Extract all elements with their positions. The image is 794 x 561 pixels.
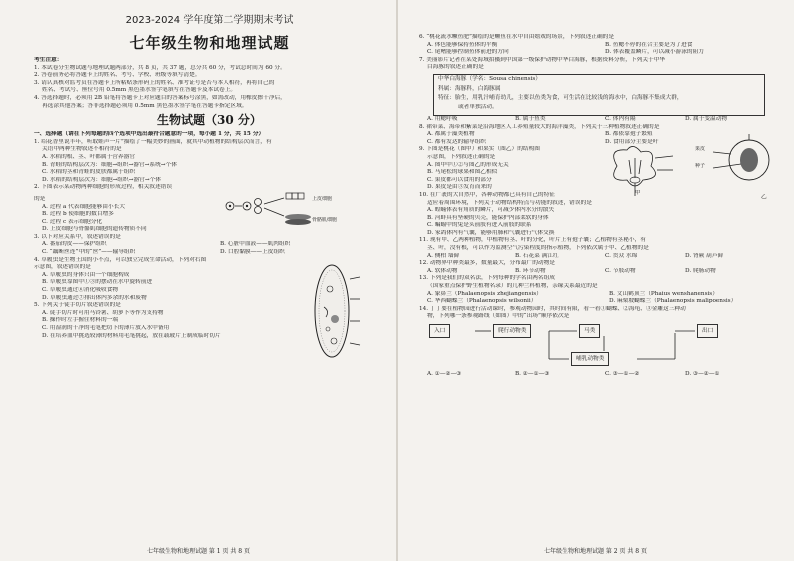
question-13 (419, 275, 784, 305)
question-11 (419, 237, 784, 260)
option-d: D. 果皮是由③发育而来的 (427, 184, 492, 191)
page-footer-left: 七年级生物和地理试题 第 1 页 共 8 页 (146, 548, 251, 555)
dolphin-info-box (433, 74, 765, 116)
options-row (419, 291, 784, 299)
note-line: 姓名、考试号、座位号用 0.5mm 黑色墨水签字笔填写在答题卡及本试卷上。 (42, 87, 237, 94)
note-line: 3. 请认真核对监考员在答题卡上所粘贴条形码上的姓名、准考证号是否与本人相符，再将自己的 (34, 79, 275, 86)
question-14 (419, 306, 784, 379)
option-b: B. 文山鹤顶兰（Phaius wenshanensis） (609, 290, 718, 297)
note-line: 2. 答卷前务必将答题卡上的姓名、考号、学校、班级等填写清楚。 (34, 72, 201, 79)
question-stem: 1. 绍花香里说丰年，听取蛙声一片”描绘了一幅美妙的画面，就其中动植物的结构层次而言，有 (34, 138, 272, 145)
question-stem: 6. “桃花流水鳜鱼肥”描绘的是鳜鱼在水中自由嬉戏的场景，下列叙述正确的是 (419, 34, 615, 40)
option-a: A. 象鼻兰（Phalaenopsis zhejiangensis） (427, 290, 542, 297)
option-b: B. 草履虫靠图中①③的摆动在水中旋转前进 (42, 279, 153, 286)
info-line: 中华白海豚（学名：Sousa chinensis） (438, 75, 541, 82)
question-stem: 5. 下列关于徒手切片叙述错误的是 (34, 302, 121, 309)
page-footer-right: 七年级生物和地理试题 第 2 页 共 8 页 (543, 548, 648, 555)
option-d: D. 草履虫通过⑦排出体内多余的水和废物 (42, 294, 147, 301)
route-mammals: 哺乳动物类 (571, 352, 609, 366)
note-line: 1. 本试卷分生物试题与地理试题两部分，共 8 页，共 37 题，总分共 60 分，考试总时间为 60 分。 (34, 64, 286, 71)
epithelial-cell-label: 上皮细胞 (312, 196, 333, 203)
option-b: B. 马尾松的球果和图乙相似 (427, 169, 498, 176)
zoo-route-diagram (419, 321, 784, 371)
info-line: 科属：海豚科，白海豚属 (438, 85, 501, 92)
question-stem: 7. 美丽影片记者在某处海域拍摄到中国第一级保护动物中华白海豚，根据资料分析，下列关于中华 (419, 56, 666, 63)
exam-header: 2023-2024 学年度第二学期期末考试 (125, 15, 294, 26)
question-stem: 示意图，叙述错误的是 (34, 264, 91, 271)
question-1 (34, 139, 385, 185)
question-7 (419, 57, 784, 124)
question-stem: 12. 动物界中种类最多，数量最大，分布最广的动物是 (419, 260, 555, 267)
option-a: A. 用鳃呼吸 (427, 115, 458, 122)
option-a: A. 软体动物 (427, 267, 458, 274)
option-a: A. 过程 a 代表细胞能够由小长大 (42, 203, 125, 210)
option-b: B. 环节动物 (515, 267, 546, 274)
option-c: C. 水稻的茎和青蛙的皮肤都属于组织 (42, 169, 136, 176)
option-c: C. 果皮都可以食用的部分 (427, 176, 492, 183)
option-c: C. “藕断丝连”中的“丝”——输导组织 (42, 249, 136, 256)
option-d: D. 属于变温动物 (685, 115, 728, 122)
options-row (419, 371, 784, 379)
peach-flower-diagram (597, 138, 687, 200)
part-one-heading: 一、选择题（请在下列每题的四个选项中选出最符合题意的一项，每小题 1 分，共 15 分） (34, 131, 265, 138)
route-entrance: 入口 (429, 324, 450, 338)
option-c: C. ③—①—② (605, 371, 640, 377)
option-d: D. ③—②—① (685, 371, 720, 377)
option-c: C. 体内有隔 (605, 115, 636, 122)
info-line: 或者单独活动。 (458, 103, 498, 110)
option-b: B. 石花菜 满江红 (515, 252, 559, 259)
option-b: B. 心脏中血液——肌肉组织 (220, 241, 291, 248)
section-title: 生物试题（30 分） (157, 113, 262, 128)
option-a: A. 草履虫的身体只由一个细胞构成 (42, 271, 130, 278)
option-d: D. 食用部分主要是叶 (605, 138, 659, 145)
question-stem: 14. 丁丁要在植物园进行活动课时，参观动物园时，其时间有限，看一看①蝴蝶、②海龟、③金雕这三种动 (419, 305, 686, 312)
question-3 (34, 234, 385, 257)
notes-title: 考生注意： (34, 57, 63, 63)
question-stem: 示意图，下列叙述正确的是 (427, 153, 496, 160)
option-b: B. 青蛙的结构层次为：细胞→组织→器官→系统→个体 (42, 161, 177, 168)
option-a: A. 番茄的皮——保护组织 (42, 241, 107, 248)
option-c: C. 都有发达的输导组织 (427, 138, 486, 145)
question-stem: 11. 现有甲、乙两种植物，甲植物有茎、叶的分化，叶片上有孢子囊；乙植物有茎秘小，有 (419, 237, 646, 244)
route-reptiles: 爬行动物类 (493, 324, 531, 338)
label-pericarp: 果皮 (695, 146, 706, 153)
option-c: C. 华西蝴蝶兰（Phalaenopsis wilsonii） (427, 298, 537, 305)
question-stem: 2. 下图表示某动物两种细胞的形成过程，相关叙述错误 (34, 184, 173, 191)
note-line: 4. 答选择题时，必须用 2B 铅笔将答题卡上对应题目的答案标号涂黑，如需改动，用橡皮擦干净后， (34, 94, 286, 101)
options-row (419, 49, 784, 57)
notes-block (34, 65, 385, 111)
options-row (34, 249, 385, 257)
option-c: C. 草履虫通过⑥消化吸收食物 (42, 287, 119, 294)
option-d: D. 在培养皿中挑选较薄的材料用毛笔挑起，放在载玻片上制成临时切片 (42, 332, 221, 339)
label-yi: 乙 (761, 194, 767, 201)
right-page (397, 0, 794, 561)
label-seed: 种子 (695, 163, 706, 170)
option-a: A. ①—②—③ (427, 371, 462, 377)
option-d: D. 水稻的结构层次为：细胞→组织→器官→个体 (42, 176, 161, 183)
option-b: B. 过程 b 使细胞的数目增多 (42, 211, 114, 218)
question-stem: 9. 下图是桃花（图甲）和果实（图乙）的结构图 (419, 146, 540, 153)
option-a: A. 侧柏 墙藓 (427, 252, 460, 259)
option-a: A. 水稻的根、茎、叶都属于营养器官 (42, 153, 136, 160)
note-line: 再选涂其他答案；答非选择题必须用 0.5mm 黑色墨水签字笔在答题卡指定区域。 (42, 102, 248, 109)
question-stem: 白海豚的叙述正确的是 (427, 64, 484, 71)
route-horses: 马类 (579, 324, 600, 338)
question-2 (34, 184, 385, 234)
question-stem: 茎、叶，没有根，可以作为监测空气污染程度的指示植物，下列依次属于甲、乙植物的是 (427, 245, 649, 252)
option-d: D. 麻栗坡蝴蝶兰（Phalaenopsis malipoensis） (609, 298, 737, 305)
option-c: C. 贯众 水绵 (605, 252, 638, 259)
peach-fruit-diagram (709, 134, 781, 198)
question-stem: 的是 (34, 195, 46, 202)
option-c: C. 过程 c 表示细胞分化 (42, 218, 103, 225)
option-d: D. 口腔黏膜——上皮组织 (220, 249, 285, 256)
options-row (419, 42, 784, 50)
option-a: A. 体色能够保持鱼体的平衡 (427, 41, 498, 48)
options-row (419, 298, 784, 306)
question-stem: 3. 以下对应关系中，叙述错误的是 (34, 233, 121, 240)
option-a: A. 蝗蝻体表有角质的鳞片，可减少体内水分的散失 (427, 207, 555, 214)
option-a: A. 徒手切片时可用马铃薯、胡萝卜等作为支持物 (42, 309, 164, 316)
question-stem: 物，下列哪一条参观路线（如图）中的“出场”顺序依次是 (427, 313, 570, 320)
question-stem: 关语中两种生物叙述不相符的是 (42, 146, 122, 153)
question-stem: 10. 在广袤的大自然中，各种动物都已具有自己的特征 (419, 191, 555, 198)
route-exit: 出口 (697, 324, 718, 338)
question-4 (34, 257, 385, 303)
info-line: 特征：胎生，用乳汁哺育幼儿，主要以鱼类为食，可生活在比较浅的海水中，白海豚不集成大群， (438, 95, 683, 102)
option-b: B. 鱼鳃不停的在合主要是为了进食 (605, 41, 693, 48)
options-row (419, 253, 784, 261)
options-row (34, 241, 385, 249)
question-6 (419, 34, 784, 57)
option-d: D. 家鸽体内有气囊，能够用肺和气囊进行气体交换 (427, 229, 555, 236)
question-stem: 13. 下列是我们的双名法，下列每种的学名由两名组成 (419, 275, 555, 282)
options-row (419, 116, 784, 124)
option-a: A. 图甲中①②与图乙的形成无关 (427, 161, 509, 168)
option-c: C. 用湿润的干净的毛笔把切下的薄片放入水中备用 (42, 325, 170, 331)
option-c: C. 节肢动物 (605, 267, 636, 274)
exam-title: 七年级生物和地理试题 (129, 34, 290, 52)
option-b: B. 都依靠孢子繁殖 (605, 131, 653, 138)
cell-division-diagram (222, 190, 372, 232)
option-d: D. 爬肠动物 (685, 267, 716, 274)
paramecium-diagram (304, 259, 364, 365)
option-b: B. 操作时左手握住材料的一端 (42, 317, 119, 324)
question-stem: 8. 裙带菜、海带和紫菜是沿海地区人工养殖量较大的海洋藻类，下列关于三种植物叙述正确的是 (419, 123, 660, 130)
option-a: A. 都属于藻类植物 (427, 131, 475, 138)
option-d: D. 肾蕨 葫芦藓 (685, 252, 724, 259)
option-c: C. 蝙蝠中的兔是头前肢有进入前肢的联系 (427, 222, 532, 229)
question-stem: 4. 草履虫是生物王国的小不点，可以独立完成生命活动，下列对右图 (34, 256, 207, 263)
option-c: C. 尾鳍能够控制鱼体前进的方向 (427, 49, 509, 56)
option-d: D. 体表覆盖鳞片，可以减小游泳的阻力 (605, 49, 704, 56)
option-b: B. 属于鱼类 (515, 115, 546, 122)
option-b: B. ②—①—③ (515, 371, 550, 377)
option-b: B. 河蚌具有坚硬的贝壳，能保护内部柔软的身体 (427, 214, 549, 221)
label-jia: 甲 (635, 190, 641, 197)
question-12 (419, 260, 784, 275)
option-d: D. 上皮细胞与骨骼肌细胞的遗传物质不同 (42, 226, 147, 233)
question-stem: 适应着周围环境，下列关于动物结构特点与功能的叙述，错误的是 (427, 199, 592, 206)
muscle-cell-label: 骨骼肌细胞 (312, 217, 338, 224)
options-row (419, 268, 784, 276)
question-stem: （国家重点保护野生植物名录）的几种兰科植物，亲缘关系最近的是 (427, 283, 598, 290)
